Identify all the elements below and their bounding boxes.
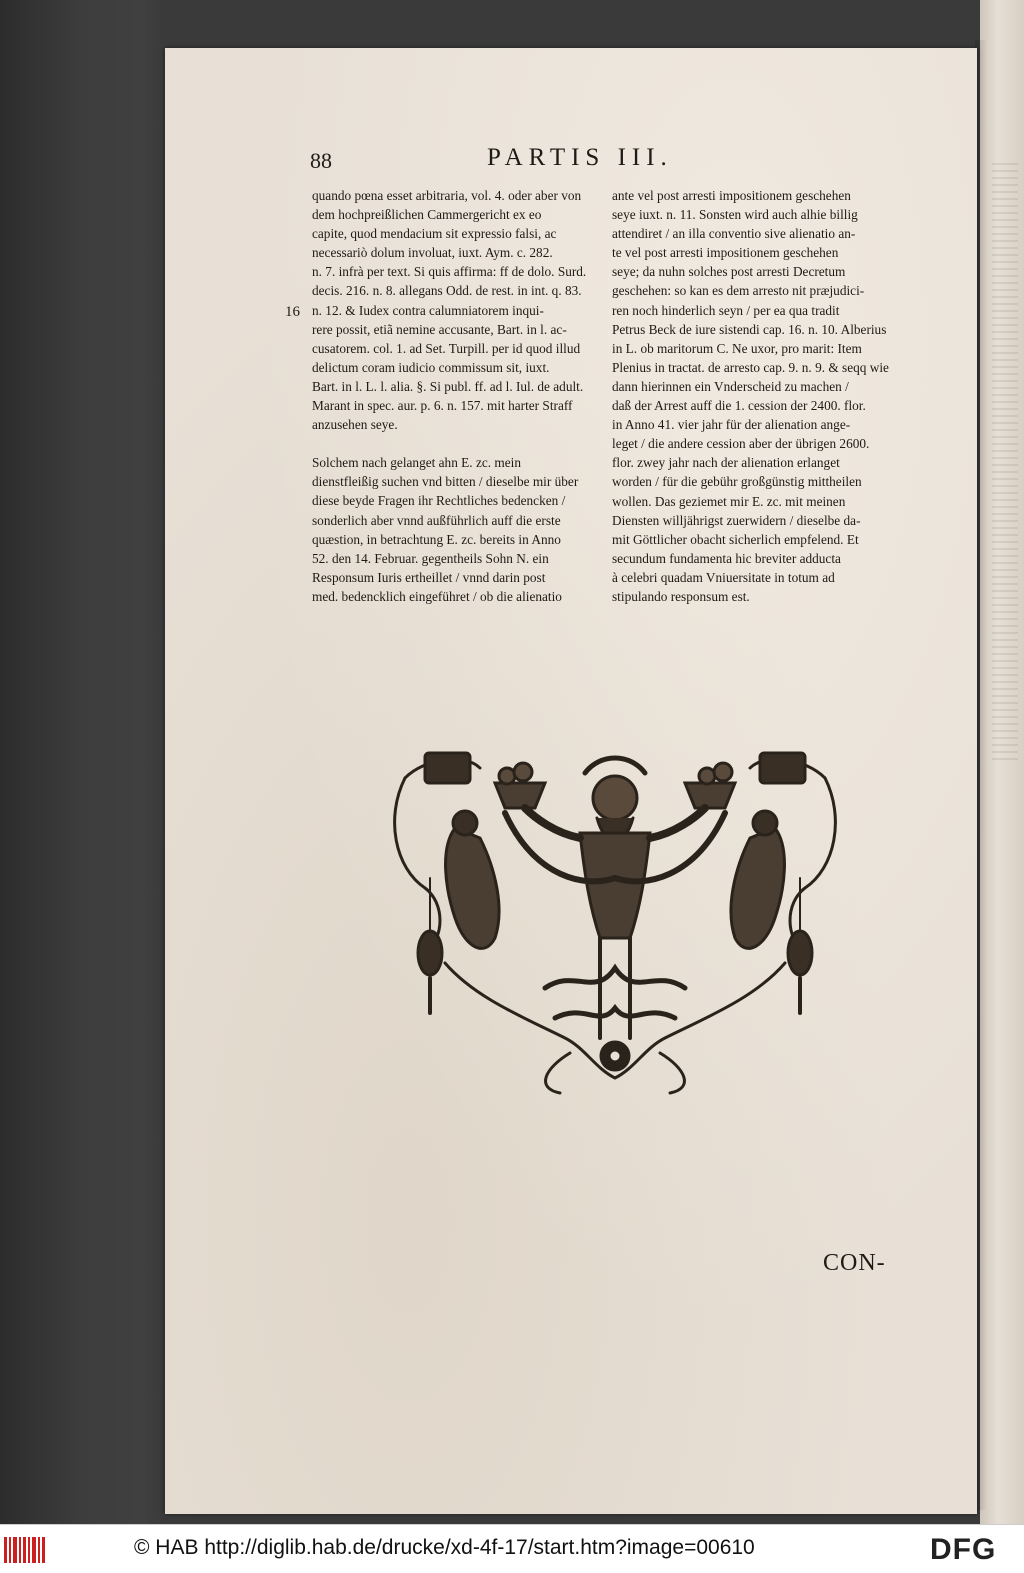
- footer-bar: [0, 1524, 1024, 1573]
- book-page: [165, 48, 977, 1514]
- text-line: quando pœna esset arbitraria, vol. 4. oder aber von: [312, 188, 582, 203]
- paragraph-gap: [312, 434, 602, 453]
- text-line: Marant in spec. aur. p. 6. n. 157. mit harter Straff: [312, 398, 573, 414]
- text-line: delictum coram iudicio commissum sit, iuxt.: [312, 359, 550, 375]
- text-line: Bart. in l. L. l. alia. §. Si publ. ff. ad l. Iul. de adult.: [312, 378, 584, 394]
- text-line: ante vel post arresti impositionem geschehen: [612, 188, 851, 203]
- text-line: decis. 216. n. 8. allegans Odd. de rest. in int. q. 83.: [312, 283, 582, 299]
- text-line: à celebri quadam Vniuersitate in totum ad: [612, 569, 835, 585]
- running-head: PARTIS III.: [487, 144, 673, 171]
- text-line: dem hochpreißlichen Cammergericht ex eo: [312, 207, 542, 223]
- text-line: sonderlich aber vnnd außführlich auff die erste: [312, 512, 561, 528]
- text-line: attendiret / an illa conventio sive alienatio an-: [612, 226, 856, 242]
- text-line: diese beyde Fragen ihr Rechtliches bedencken /: [312, 493, 566, 509]
- text-line: leget / die andere cession aber der übrigen 2600.: [612, 436, 870, 452]
- text-line: Petrus Beck de iure sistendi cap. 16. n. 10. Alberius: [612, 321, 887, 337]
- text-line: capite, quod mendacium sit expressio falsi, ac: [312, 226, 557, 242]
- text-line: secundum fundamenta hic breviter adducta: [612, 550, 841, 566]
- text-line: 52. den 14. Februar. gegentheils Sohn N. ein: [312, 550, 549, 566]
- catchword: CON-: [823, 1250, 886, 1276]
- hab-logo-icon: [4, 1537, 48, 1563]
- margin-note: 16: [285, 304, 300, 320]
- text-line: Solchem nach gelanget ahn E. zc. mein: [312, 455, 521, 471]
- right-column: [612, 186, 905, 606]
- copyright-url[interactable]: © HAB http://diglib.hab.de/drucke/xd-4f-17/start.htm?image=00610: [134, 1536, 755, 1559]
- text-line: in L. ob maritorum C. Ne uxor, pro marit: Item: [612, 340, 862, 356]
- text-line: ren noch hinderlich seyn / per ea qua tradit: [612, 302, 840, 318]
- text-line: Responsum Iuris ertheillet / vnnd darin post: [312, 569, 546, 585]
- text-line: med. bedencklich eingeführet / ob die alienatio: [312, 588, 562, 604]
- left-column: [312, 186, 602, 606]
- text-line: stipulando responsum est.: [612, 588, 750, 604]
- text-line: necessariò dolum involuat, iuxt. Aym. c. 282.: [312, 245, 553, 261]
- text-line: in Anno 41. vier jahr für der alienation ange-: [612, 417, 851, 433]
- text-line: daß der Arrest auff die 1. cession der 2400. flor.: [612, 398, 866, 414]
- text-line: worden / für die gebühr großgünstig mittheilen: [612, 474, 862, 490]
- text-line: n. 12. & Iudex contra calumniatorem inqui-: [312, 302, 544, 318]
- text-line: dienstfleißig suchen vnd bitten / dieselbe mir über: [312, 474, 579, 490]
- text-line: quæstion, in betrachtung E. zc. bereits in Anno: [312, 531, 561, 547]
- text-line: seye; da nuhn solches post arresti Decretum: [612, 264, 846, 280]
- text-line: seye iuxt. n. 11. Sonsten wird auch alhie billig: [612, 207, 858, 223]
- text-line: flor. zwey jahr nach der alienation erlanget: [612, 455, 840, 471]
- text-line: te vel post arresti impositionem geschehen: [612, 245, 839, 261]
- text-line: anzusehen seye.: [312, 417, 398, 433]
- text-line: cusatorem. col. 1. ad Set. Turpill. per id quod illud: [312, 340, 581, 356]
- text-line: n. 7. infrà per text. Si quis affirma: ff de dolo. Surd.: [312, 264, 587, 280]
- text-line: rere possit, etiã nemine accusante, Bart. in l. ac-: [312, 321, 567, 337]
- text-line: geschehen: so kan es dem arresto nit præjudici-: [612, 283, 865, 299]
- text-line: wollen. Das geziemet mir E. zc. mit meinen: [612, 493, 846, 509]
- woodcut-ornament: [385, 738, 845, 1098]
- next-page-bleed-text: [992, 160, 1018, 760]
- text-line: dann hierinnen ein Vnderscheid zu machen /: [612, 378, 849, 394]
- text-line: mit Göttlicher obacht sicherlich empfelend. Et: [612, 531, 859, 547]
- page-number: 88: [310, 148, 332, 173]
- text-line: Plenius in tractat. de arresto cap. 9. n. 9. & seqq wie: [612, 359, 889, 375]
- dfg-logo: DFG: [930, 1533, 997, 1566]
- text-line: Diensten willjährigst zuerwidern / dieselbe da-: [612, 512, 861, 528]
